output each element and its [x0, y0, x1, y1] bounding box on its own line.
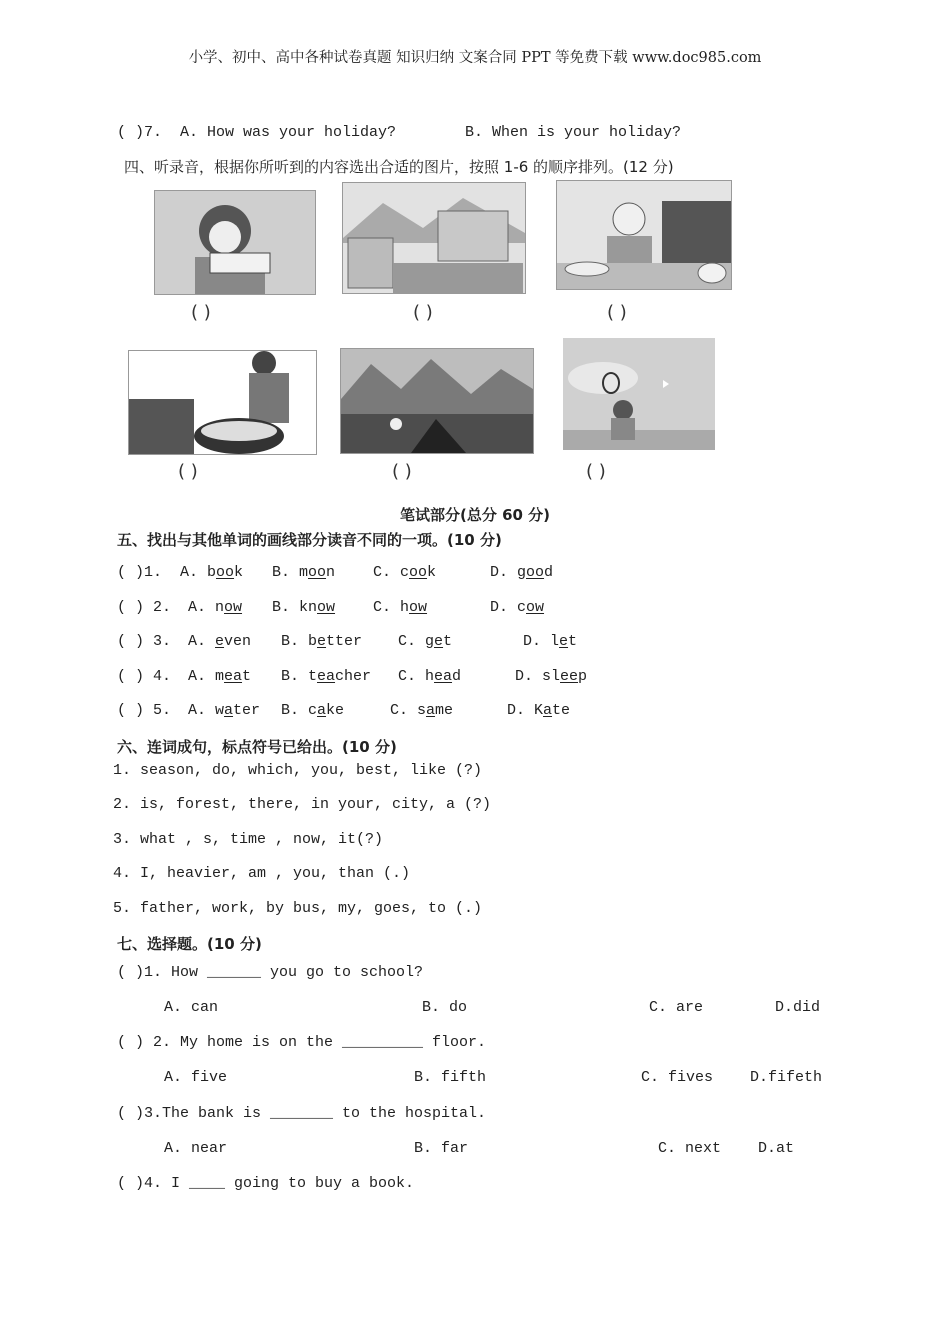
- choice-q2-option-a: A. five: [164, 1069, 228, 1086]
- choice-q1-option-c: C. are: [649, 999, 704, 1016]
- q7-number: ( )7.: [117, 124, 163, 141]
- badminton-boy-picture: [563, 338, 715, 450]
- option-prefix: D. l: [523, 633, 560, 650]
- option-prefix: B. m: [272, 564, 309, 581]
- q7-option-a: A. How was your holiday?: [180, 124, 397, 141]
- option-suffix: p: [578, 668, 588, 685]
- underlined-letters: ee: [560, 668, 579, 685]
- girl-reading-picture: [154, 190, 316, 295]
- phonics-q3-option-c: [398, 633, 452, 650]
- picture-6-answer-bracket[interactable]: ( ): [586, 461, 606, 482]
- option-prefix: C. h: [373, 599, 410, 616]
- choice-q2-option-d: D.fifeth: [750, 1069, 823, 1086]
- picture-1-answer-bracket[interactable]: ( ): [191, 302, 211, 323]
- option-prefix: B. t: [281, 668, 318, 685]
- picture-3-answer-bracket[interactable]: ( ): [607, 302, 627, 323]
- choice-q1-option-b: B. do: [422, 999, 468, 1016]
- option-prefix: C. h: [398, 668, 435, 685]
- underlined-letters: e: [559, 633, 569, 650]
- option-suffix: d: [544, 564, 554, 581]
- choice-q2-option-c: C. fives: [641, 1069, 714, 1086]
- underlined-letters: oo: [526, 564, 545, 581]
- option-prefix: D. c: [490, 599, 527, 616]
- option-prefix: A. m: [188, 668, 225, 685]
- underlined-letters: ow: [526, 599, 545, 616]
- choice-q3-option-c: C. next: [658, 1140, 722, 1157]
- page-header: 小学、初中、高中各种试卷真题 知识归纳 文案合同 PPT 等免费下载 www.doc985.com: [188, 50, 762, 66]
- option-prefix: A. n: [188, 599, 225, 616]
- option-suffix: te: [552, 702, 571, 719]
- phonics-q1-option-a: [180, 564, 243, 581]
- underlined-letters: oo: [409, 564, 428, 581]
- option-prefix: C. c: [373, 564, 410, 581]
- phonics-q3-option-a: [188, 633, 251, 650]
- phonics-q5-option-b: [281, 702, 344, 719]
- option-suffix: me: [435, 702, 454, 719]
- phonics-q4-option-c: [398, 668, 461, 685]
- phonics-q2-number: ( ) 2.: [117, 599, 172, 616]
- sentence-2: 2. is, forest, there, in your, city, a (?): [113, 796, 492, 813]
- option-prefix: A. b: [180, 564, 217, 581]
- option-prefix: C. s: [390, 702, 427, 719]
- phonics-q3-option-d: [523, 633, 577, 650]
- underlined-letters: e: [434, 633, 444, 650]
- option-suffix: ter: [233, 702, 261, 719]
- sentence-3: 3. what , s, time , now, it(?): [113, 831, 384, 848]
- boy-eating-picture: [556, 180, 732, 290]
- picture-2-answer-bracket[interactable]: ( ): [413, 302, 433, 323]
- choice-q2-option-b: B. fifth: [414, 1069, 487, 1086]
- phonics-q2-option-a: [188, 599, 242, 616]
- sentence-1: 1. season, do, which, you, best, like (?): [113, 762, 483, 779]
- option-prefix: B. b: [281, 633, 318, 650]
- option-suffix: k: [427, 564, 437, 581]
- choice-q3-option-a: A. near: [164, 1140, 228, 1157]
- phonics-q2-option-b: [272, 599, 335, 616]
- section-4-title: 四、听录音，根据你所听到的内容选出合适的图片，按照 1-6 的顺序排列。(12 分): [124, 158, 674, 176]
- underlined-letters: e: [215, 633, 225, 650]
- choice-q3-option-d: D.at: [758, 1140, 795, 1157]
- section-7-title: 七、选择题。(10 分): [117, 935, 262, 953]
- choice-q1-option-a: A. can: [164, 999, 219, 1016]
- option-suffix: d: [452, 668, 462, 685]
- school-building-picture: [342, 182, 526, 294]
- picture-5-answer-bracket[interactable]: ( ): [392, 461, 412, 482]
- phonics-q1-option-d: [490, 564, 553, 581]
- choice-q3-stem: ( )3.The bank is _______ to the hospital.: [117, 1105, 487, 1122]
- underlined-letters: ea: [317, 668, 336, 685]
- phonics-q4-option-b: [281, 668, 371, 685]
- underlined-letters: a: [224, 702, 234, 719]
- choice-q3-option-b: B. far: [414, 1140, 469, 1157]
- underlined-letters: a: [543, 702, 553, 719]
- phonics-q5-option-c: [390, 702, 453, 719]
- underlined-letters: a: [317, 702, 327, 719]
- option-prefix: A.: [188, 633, 216, 650]
- option-suffix: ven: [224, 633, 252, 650]
- washing-clothes-picture: [128, 350, 317, 455]
- phonics-q4-option-a: [188, 668, 251, 685]
- underlined-letters: ea: [434, 668, 453, 685]
- section-6-title: 六、连词成句，标点符号已给出。(10 分): [117, 738, 397, 756]
- option-prefix: D. g: [490, 564, 527, 581]
- phonics-q3-number: ( ) 3.: [117, 633, 172, 650]
- option-prefix: D. sl: [515, 668, 561, 685]
- phonics-q3-option-b: [281, 633, 362, 650]
- underlined-letters: e: [317, 633, 327, 650]
- section-5-title: 五、找出与其他单词的画线部分读音不同的一项。(10 分): [117, 531, 502, 549]
- underlined-letters: oo: [216, 564, 235, 581]
- option-prefix: A. w: [188, 702, 225, 719]
- written-part-title: 笔试部分(总分 60 分): [399, 506, 551, 524]
- phonics-q1-option-c: [373, 564, 436, 581]
- option-prefix: C. g: [398, 633, 435, 650]
- choice-q1-stem: ( )1. How ______ you go to school?: [117, 964, 424, 981]
- underlined-letters: ow: [409, 599, 428, 616]
- q7-option-b: B. When is your holiday?: [465, 124, 682, 141]
- phonics-q5-option-a: [188, 702, 260, 719]
- option-suffix: k: [234, 564, 244, 581]
- phonics-q5-option-d: [507, 702, 570, 719]
- option-prefix: B. c: [281, 702, 318, 719]
- phonics-q4-number: ( ) 4.: [117, 668, 172, 685]
- option-suffix: t: [568, 633, 578, 650]
- mountain-hiking-picture: [340, 348, 534, 454]
- option-suffix: cher: [335, 668, 372, 685]
- option-suffix: t: [443, 633, 453, 650]
- option-suffix: ke: [326, 702, 345, 719]
- picture-4-answer-bracket[interactable]: ( ): [178, 461, 198, 482]
- sentence-5: 5. father, work, by bus, my, goes, to (.): [113, 900, 483, 917]
- option-suffix: t: [242, 668, 252, 685]
- choice-q1-option-d: D.did: [775, 999, 821, 1016]
- underlined-letters: ow: [317, 599, 336, 616]
- phonics-q2-option-d: [490, 599, 544, 616]
- sentence-4: 4. I, heavier, am , you, than (.): [113, 865, 411, 882]
- phonics-q5-number: ( ) 5.: [117, 702, 172, 719]
- underlined-letters: oo: [308, 564, 327, 581]
- choice-q2-stem: ( ) 2. My home is on the _________ floor.: [117, 1034, 487, 1051]
- option-prefix: B. kn: [272, 599, 318, 616]
- option-prefix: D. K: [507, 702, 544, 719]
- phonics-q1-option-b: [272, 564, 335, 581]
- underlined-letters: a: [426, 702, 436, 719]
- phonics-q2-option-c: [373, 599, 427, 616]
- option-suffix: n: [326, 564, 336, 581]
- underlined-letters: ow: [224, 599, 243, 616]
- option-suffix: tter: [326, 633, 363, 650]
- choice-q4-stem: ( )4. I ____ going to buy a book.: [117, 1175, 415, 1192]
- phonics-q1-number: ( )1.: [117, 564, 163, 581]
- underlined-letters: ea: [224, 668, 243, 685]
- phonics-q4-option-d: [515, 668, 587, 685]
